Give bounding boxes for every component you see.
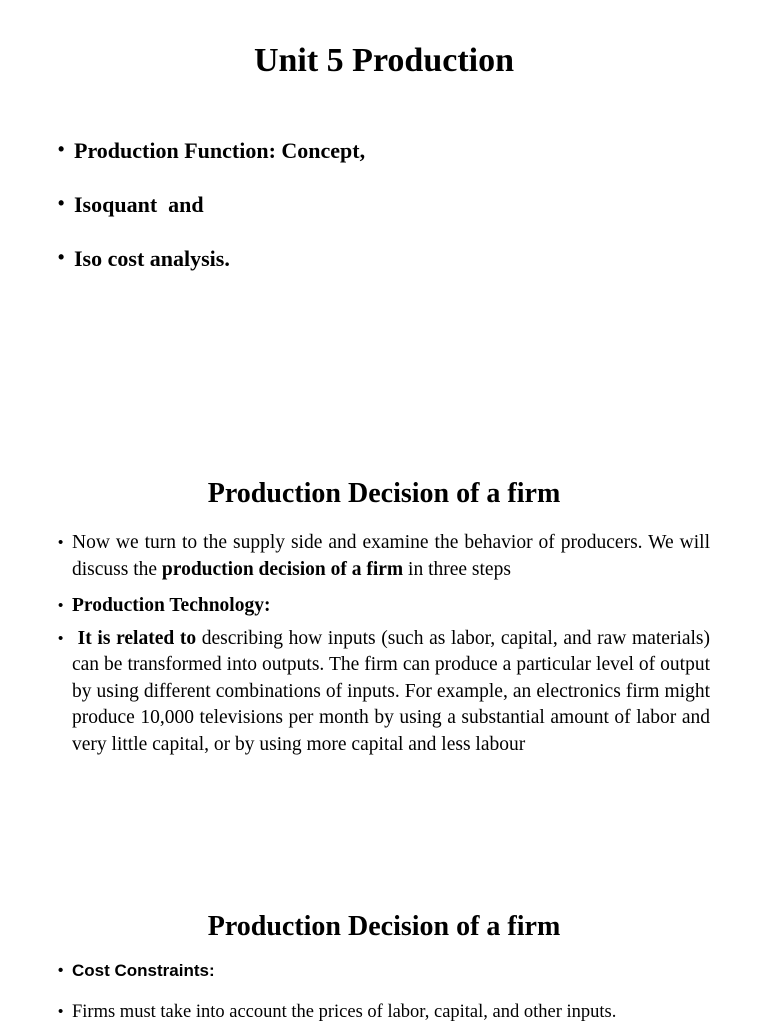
bullet-text: Production Function: Concept, — [74, 138, 365, 163]
bullet-icon: • — [58, 958, 63, 985]
bullet-text: Iso cost analysis. — [74, 246, 230, 271]
bullet-text: Firms must take into account the prices of labor, capital, and other inputs. — [72, 1002, 616, 1022]
slide-1-bullet-list — [58, 136, 718, 298]
bullet-icon: • — [58, 530, 63, 557]
list-item — [58, 999, 710, 1025]
slide-2-title: Production Decision of a firm — [0, 478, 768, 510]
bullet-icon: • — [58, 242, 64, 272]
bullet-bold-text: It is related to — [72, 628, 196, 649]
list-item — [58, 593, 710, 620]
bullet-heading: Cost Constraints: — [72, 961, 215, 980]
slide-3-title: Production Decision of a firm — [0, 911, 768, 943]
bullet-text: Now we turn to the supply side and examine the behavior of producers. We will discuss the — [72, 532, 710, 580]
slide-1-title: Unit 5 Production — [0, 42, 768, 80]
bullet-text: Isoquant and — [74, 192, 204, 217]
bullet-icon: • — [58, 188, 64, 218]
list-item — [58, 136, 718, 190]
list-item — [58, 958, 710, 985]
bullet-icon: • — [58, 593, 63, 620]
slide-3 — [0, 880, 768, 1024]
slide-2-bullet-list — [58, 530, 710, 758]
bullet-bold-text: production decision of a firm — [162, 559, 403, 580]
bullet-text: in three steps — [403, 559, 511, 580]
bullet-icon: • — [58, 134, 64, 164]
slide-1 — [0, 0, 768, 440]
list-item — [58, 244, 718, 298]
bullet-heading: Production Technology: — [72, 595, 270, 616]
bullet-text: describing how inputs (such as labor, capital, and raw materials) can be transformed into outputs. The firm can produce a particular level of output by using different combinations of inputs. For example, an electronics firm might produce 10,000 televisions per month by using a substantial amount of labor and very little capital, or by using more capital and less labour — [72, 628, 710, 755]
bullet-icon: • — [58, 626, 63, 653]
list-item — [58, 626, 710, 759]
slide-2 — [0, 440, 768, 880]
list-item — [58, 190, 718, 244]
list-item — [58, 530, 710, 583]
slide-3-bullet-list — [58, 958, 710, 1025]
bullet-icon: • — [58, 999, 63, 1025]
